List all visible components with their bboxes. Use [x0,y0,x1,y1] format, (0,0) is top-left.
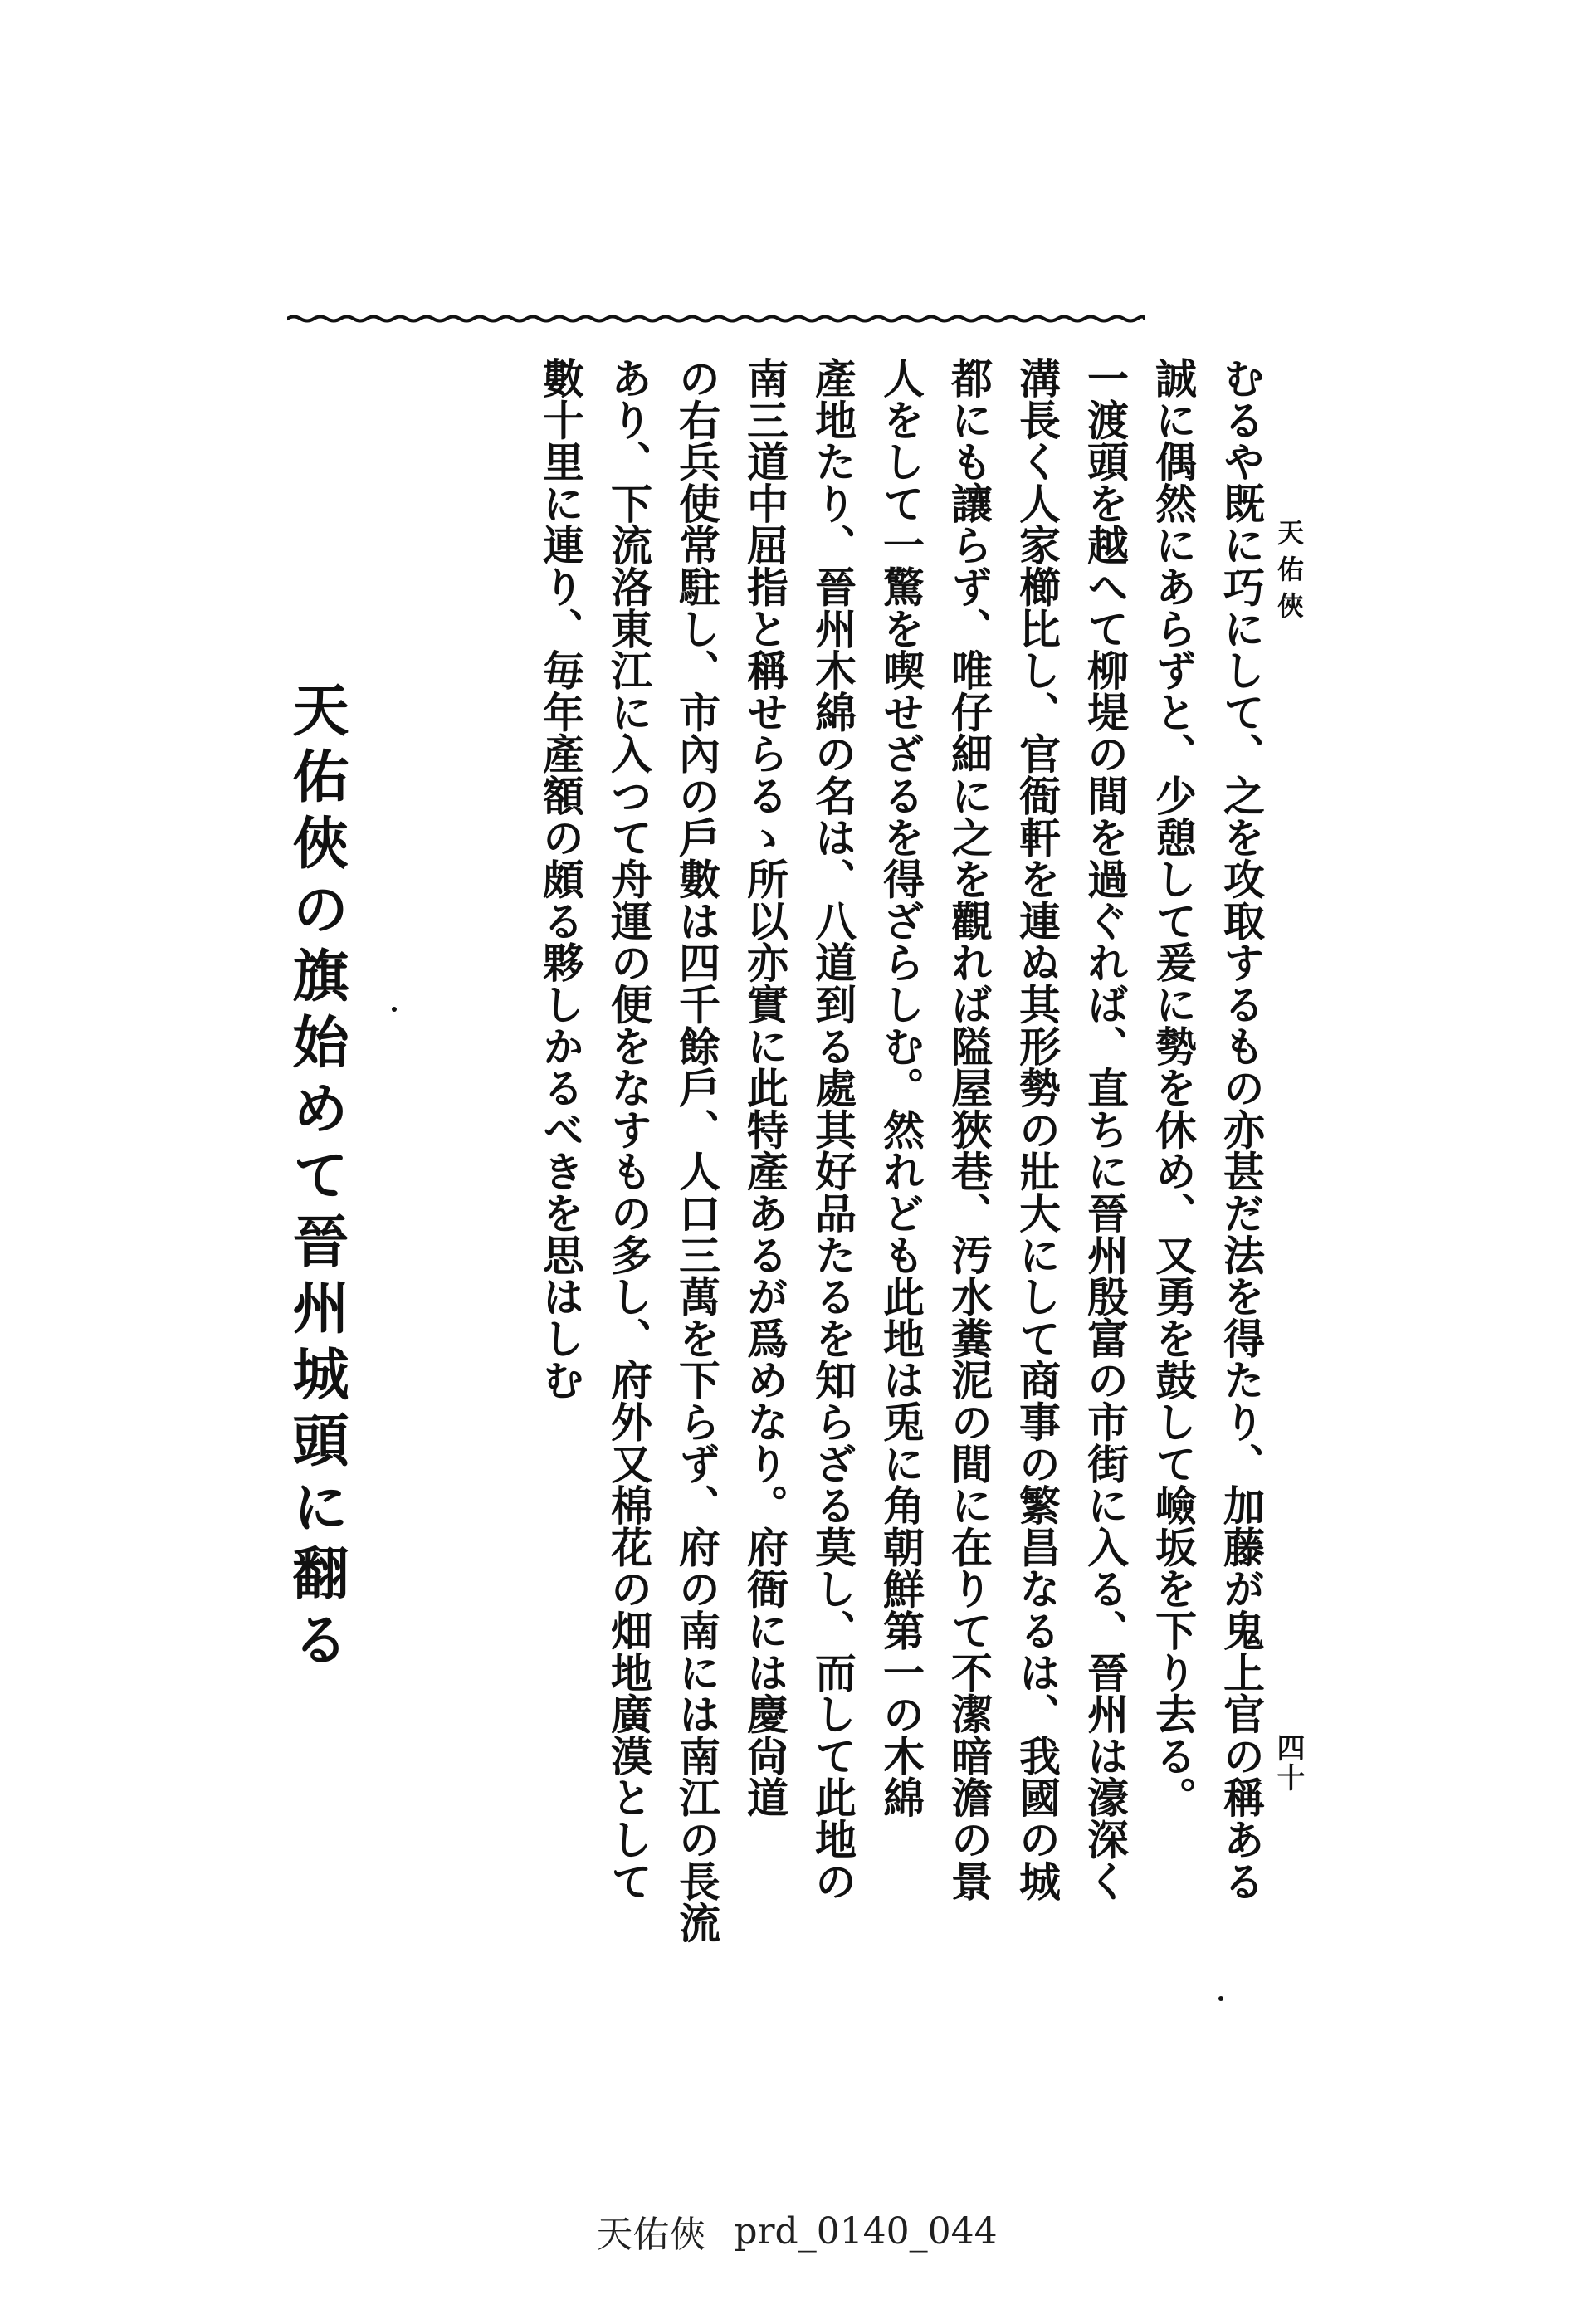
text-line: 溝長く人家櫛比し、官衙軒を連ぬ其形勢の壯大にして商事の繁昌なるは、我國の城 [1013,357,1062,1902]
text-line: 都にも讓らず、唯仔細に之を觀れば隘屋狹巷、汚水糞泥の間に在りて不潔暗澹の景 [945,357,994,1902]
footer-identifier: prd_0140_044 [734,2209,998,2253]
text-line: の右兵使常駐し、市內の戶數は四千餘戶、人口三萬を下らず、府の南には南江の長流 [672,357,721,1944]
text-line: 誠に偶然にあらずと、少憩して爰に勢を休め、又勇を鼓して嶮坂を下り去る。 [1149,357,1198,1819]
footer-book-title: 天佑俠 [596,2214,706,2256]
footer-caption [581,2206,1013,2256]
text-line: 南三道中屈指と稱せらるゝ所以亦實に此特產あるが爲めなり。府衙には慶尙道 [740,357,789,1819]
text-line: 一渡頭を越へて柳堤の間を過ぐれば、直ちに晉州殷富の市街に入る、晉州は濠深く [1081,357,1130,1902]
text-line: 數十里に連り、毎年產額の頗る夥しかるべきを思はしむ [536,357,585,1401]
page-number: 四十 [1272,1733,1305,1793]
main-text-block [415,357,1270,2042]
running-head-title: 天佑俠 [1273,519,1305,628]
decorative-wavy-rule [287,314,1145,324]
text-line: 人をして一驚を喫せざるを得ざらしむ。然れども此地は兎に角朝鮮第一の木綿 [876,357,925,1819]
text-line: むるや既に巧にして、之を攻取するもの亦甚だ法を得たり、加藤が鬼上官の稱ある [1217,357,1266,1902]
text-line: 產地たり、晉州木綿の名は、八道到る處其好品たるを知らざる莫し、而して此地の [808,357,857,1902]
text-line: あり、下流洛東江に入つて舟運の便をなすもの多し、府外又棉花の畑地廣漠として [604,357,653,1902]
stray-dot-mark [392,1007,397,1012]
stray-dot-mark [1218,1996,1223,2001]
section-title: 天佑俠の旗始めて晉州城頭に翻る [283,681,349,1677]
